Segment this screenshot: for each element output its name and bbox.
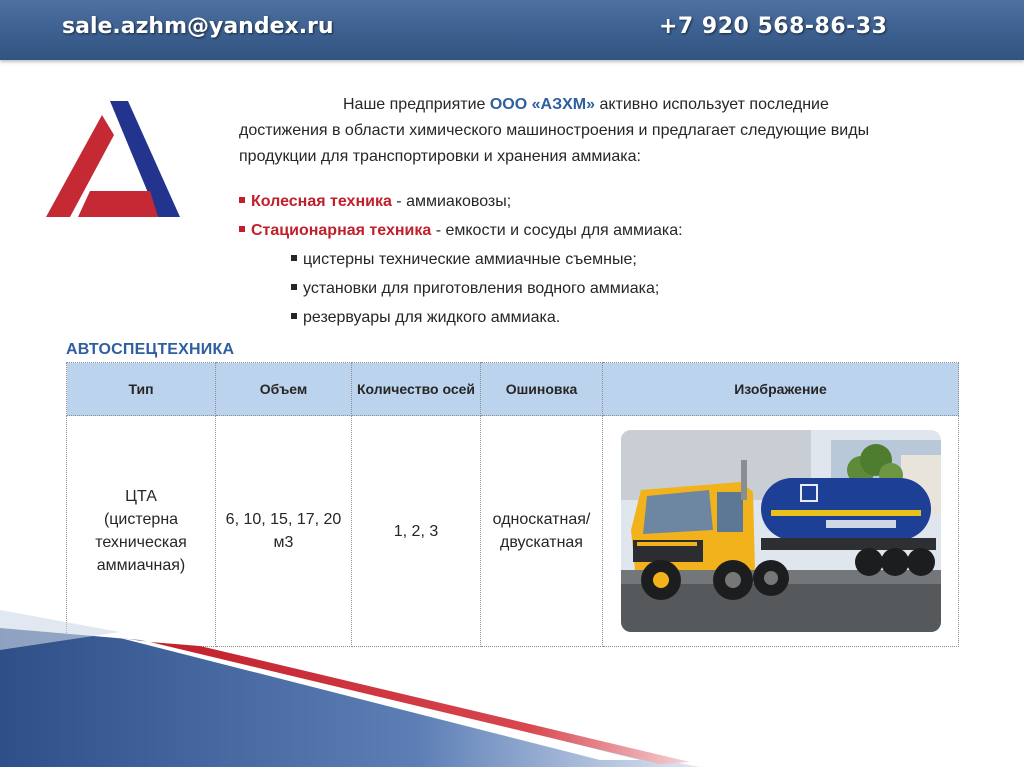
tires-line: односкатная/ [492,511,591,528]
sub-item-text: установки для приготовления водного аммиака; [303,280,660,297]
tanker-truck-photo-icon [621,430,941,632]
list-item [239,303,979,332]
list-item [239,216,979,245]
square-bullet-icon [291,284,297,290]
product-desc: - емкости и сосуды для аммиака: [431,222,683,239]
intro-line-1 [239,92,979,118]
square-bullet-icon [239,197,245,203]
header-bar [0,0,1024,60]
axles-value: 1, 2, 3 [393,522,439,540]
column-header-tires: Ошиновка [481,363,603,416]
type-line: аммиачная) [96,557,186,574]
contact-phone[interactable]: +7 920 568-86-33 [659,14,888,39]
section-title: АВТОСПЕЦТЕХНИКА [66,341,235,358]
product-desc: - аммиаковозы; [391,193,512,210]
company-name: ООО «АЗХМ» [489,96,596,113]
list-item [239,274,979,303]
type-line: (цистерна [103,511,179,528]
list-item [239,245,979,274]
spec-table [66,362,959,647]
intro-line1-suffix: активно использует последние [595,96,829,113]
type-line: ЦТА [125,488,157,505]
product-title: Колесная техника [251,193,392,210]
contact-email[interactable]: sale.azhm@yandex.ru [62,14,334,39]
column-header-image: Изображение [603,363,959,416]
azhm-logo-icon [44,97,184,219]
sub-item-text: резервуары для жидкого аммиака. [303,309,561,326]
intro-line-3: продукции для транспортировки и хранения аммиака: [239,148,641,165]
square-bullet-icon [239,226,245,232]
square-bullet-icon [291,255,297,261]
product-title: Стационарная техника [251,222,432,239]
volume-line: 6, 10, 15, 17, 20 [225,511,342,528]
type-line: техническая [95,534,187,551]
column-header-volume: Объем [216,363,352,416]
product-list [239,187,979,332]
intro-paragraph [239,92,979,170]
column-header-axles: Количество осей [352,363,481,416]
square-bullet-icon [291,313,297,319]
intro-line-2: достижения в области химического машиностроения и предлагает следующие виды [239,122,870,139]
column-header-type: Тип [67,363,216,416]
intro-prefix: Наше предприятие [343,96,490,113]
decorative-swoosh [0,610,1024,767]
sub-item-text: цистерны технические аммиачные съемные; [303,251,637,268]
table-header-row [67,363,959,416]
list-item [239,187,979,216]
tires-line: двускатная [500,534,583,551]
volume-line: м3 [273,534,294,551]
